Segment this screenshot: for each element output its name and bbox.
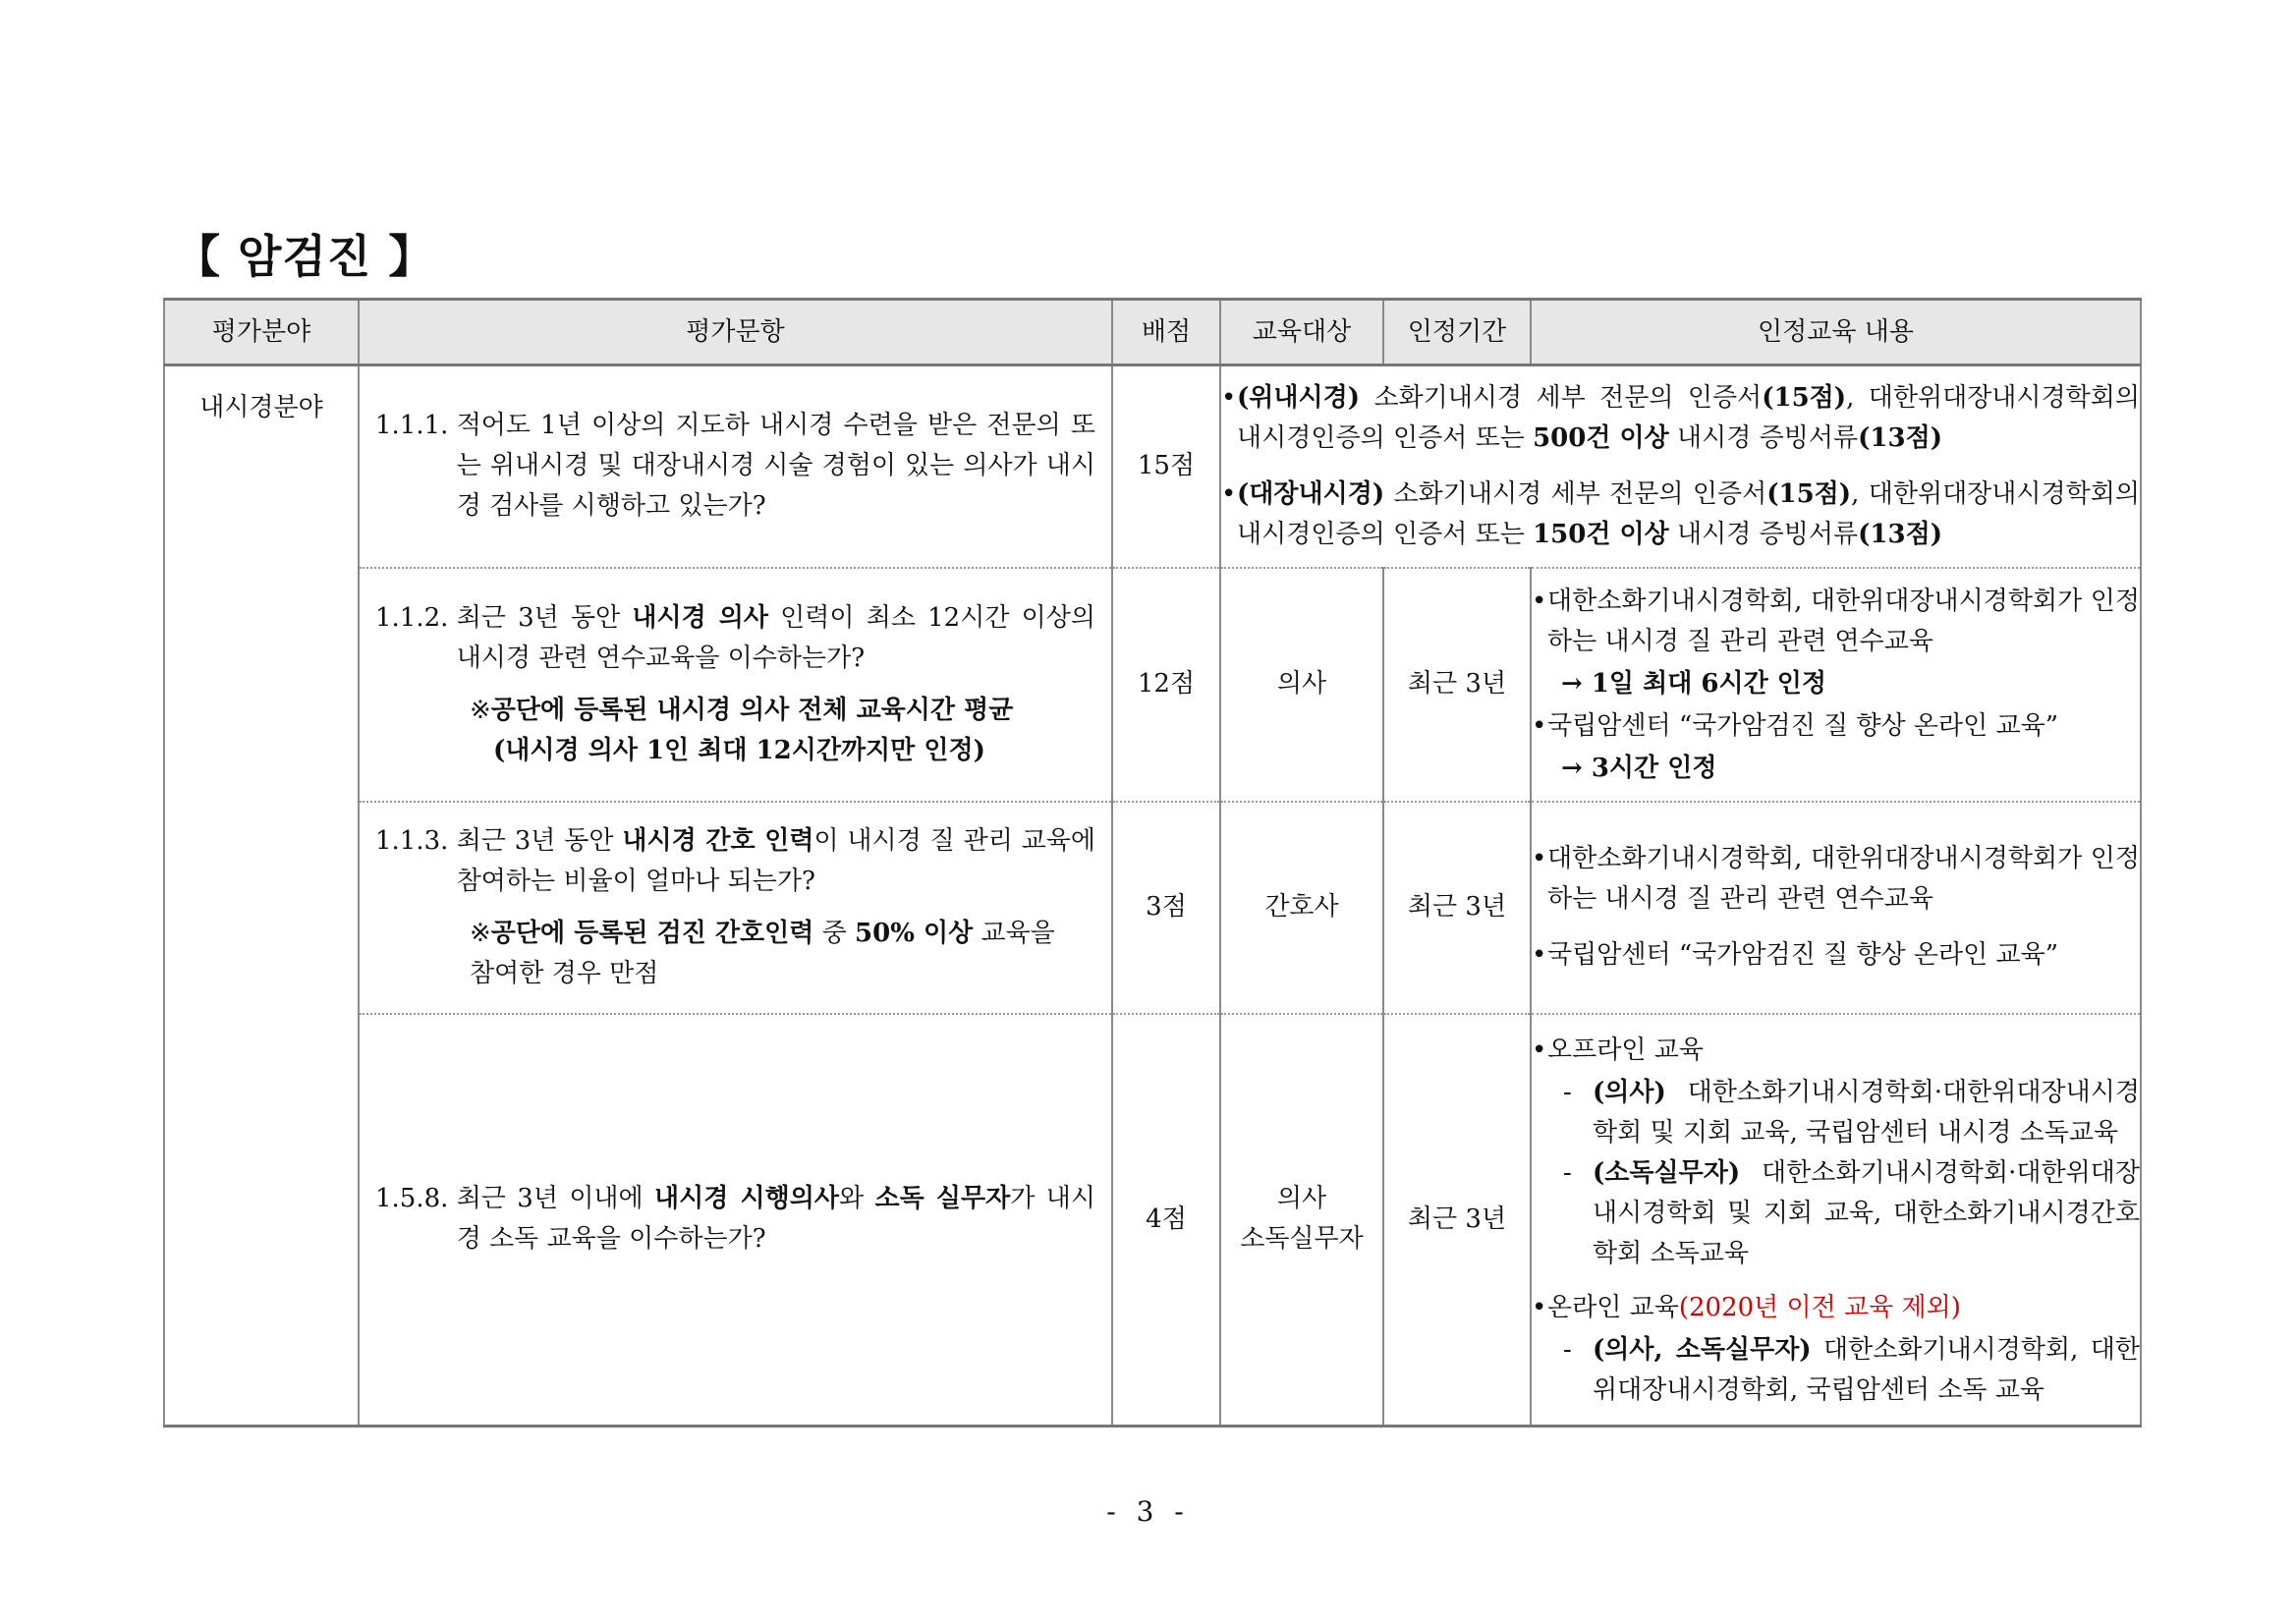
subitem-label: (소독실무자)	[1593, 1157, 1741, 1188]
note-text: 중	[813, 918, 856, 948]
content-item	[1532, 1031, 2140, 1071]
field-cell: 내시경분야	[164, 365, 359, 1427]
subitem-label: (의사, 소독실무자)	[1593, 1334, 1812, 1365]
table-row	[164, 802, 2141, 1014]
content-bold: (13점)	[1858, 519, 1943, 549]
question-bold: 내시경 시행의사	[654, 1184, 840, 1214]
question-bold: 내시경 간호 인력	[622, 825, 814, 856]
content-text: 국립암센터 “국가암검진 질 향상 온라인 교육”	[1547, 940, 2058, 970]
subitem-text: 대한소화기내시경학회·대한위대장내시경학회 및 지회 교육, 대한소화기내시경간호학회 소독교육	[1593, 1157, 2140, 1268]
question-text: 이 내시경 질 관리 교육에 참여하는 비율이 얼마나 되는가?	[456, 825, 1095, 896]
content-text: 내시경 증빙서류	[1668, 422, 1859, 453]
content-cell	[1531, 802, 2141, 1014]
content-text: 소화기내시경 세부 전문의 인증서	[1360, 382, 1763, 413]
content-subitem	[1532, 1330, 2140, 1411]
question-note	[375, 914, 1095, 994]
table-header-row	[164, 300, 2141, 365]
bullet-icon: •	[1532, 1035, 1547, 1065]
content-arrow: → 3시간 인정	[1561, 754, 1717, 783]
question-number: 1.1.1.	[375, 411, 457, 441]
note-text: (내시경 의사 1인 최대 12시간까지만 인정)	[493, 735, 985, 765]
target-cell: 간호사	[1220, 802, 1383, 1014]
question-cell	[359, 1014, 1112, 1427]
question-text: 최근 3년 동안	[456, 602, 633, 633]
question-text: 가 내시경 소독 교육을 이수하는가?	[456, 1184, 1095, 1255]
dash-icon: -	[1563, 1157, 1572, 1188]
content-item	[1532, 1288, 2140, 1328]
table-row	[164, 1014, 2141, 1427]
content-item	[1532, 839, 2140, 920]
header-period: 인정기간	[1383, 300, 1531, 365]
header-target: 교육대상	[1220, 300, 1383, 365]
question-number: 1.1.3.	[375, 825, 457, 856]
question-number: 1.1.2.	[375, 602, 457, 633]
question-text: 적어도 1년 이상의 지도하 내시경 수련을 받은 전문의 또는 위내시경 및 대장내시경 시술 경험이 있는 의사가 내시경 검사를 시행하고 있는가?	[456, 411, 1095, 522]
content-bold: (13점)	[1858, 422, 1943, 453]
target-cell: 의사	[1220, 568, 1383, 802]
content-label: (위내시경)	[1237, 382, 1361, 413]
note-bold: 50% 이상	[855, 918, 974, 948]
period-cell: 최근 3년	[1383, 568, 1531, 802]
bullet-icon: •	[1532, 711, 1547, 741]
note-text: 공단에 등록된 내시경 의사 전체 교육시간 평균	[490, 695, 1014, 725]
content-bold: 150건 이상	[1533, 519, 1669, 549]
content-item	[1532, 582, 2140, 662]
target-line: 의사	[1276, 1184, 1327, 1214]
dash-icon: -	[1563, 1334, 1572, 1365]
bullet-icon: •	[1532, 1292, 1547, 1322]
content-arrow: → 1일 최대 6시간 인정	[1561, 669, 1826, 699]
subitem-text: 대한소화기내시경학회·대한위대장내시경학회 및 지회 교육, 국립암센터 내시경 소독교육	[1593, 1077, 2140, 1148]
content-bold: 500건 이상	[1533, 422, 1669, 453]
content-subitem	[1532, 1153, 2140, 1274]
header-score: 배점	[1112, 300, 1220, 365]
question-text: 최근 3년 동안	[456, 825, 623, 856]
bullet-icon: •	[1532, 587, 1547, 616]
bullet-icon: •	[1532, 940, 1547, 970]
table-row	[164, 568, 2141, 802]
reference-mark-icon: ※	[470, 918, 491, 948]
dash-icon: -	[1563, 1077, 1572, 1107]
content-text: 내시경 증빙서류	[1668, 519, 1859, 549]
content-cell	[1531, 1014, 2141, 1427]
content-text: , 대한위대장내시경학회의 내시경인증의 인증서 또는	[1237, 382, 2141, 453]
content-text: , 대한위대장내시경학회의 내시경인증의 인증서 또는	[1237, 478, 2140, 549]
score-cell: 3점	[1112, 802, 1220, 1014]
bullet-icon: •	[1532, 844, 1547, 873]
score-cell: 4점	[1112, 1014, 1220, 1427]
question-text: 최근 3년 이내에	[456, 1184, 655, 1214]
question-bold: 소독 실무자	[874, 1184, 1011, 1214]
content-text: 오프라인 교육	[1547, 1035, 1704, 1065]
content-label: (대장내시경)	[1237, 478, 1385, 509]
table-row	[164, 365, 2141, 568]
evaluation-table	[163, 298, 2142, 1428]
reference-mark-icon: ※	[470, 695, 491, 725]
header-question: 평가문항	[359, 300, 1112, 365]
content-cell	[1531, 568, 2141, 802]
page-number: - 3 -	[1106, 1495, 1190, 1528]
content-bold: (15점)	[1766, 478, 1852, 509]
question-text: 와	[839, 1184, 875, 1214]
content-text: 대한소화기내시경학회, 대한위대장내시경학회가 인정하는 내시경 질 관리 관련 연수교육	[1547, 844, 2140, 914]
content-cell	[1220, 365, 2141, 568]
question-cell	[359, 568, 1112, 802]
target-cell	[1220, 1014, 1383, 1427]
note-bold: 공단에 등록된 검진 간호인력	[490, 918, 814, 948]
subitem-text: 대한소화기내시경학회, 대한위대장내시경학회, 국립암센터 소독 교육	[1593, 1334, 2140, 1405]
period-cell: 최근 3년	[1383, 1014, 1531, 1427]
content-text: 소화기내시경 세부 전문의 인증서	[1384, 478, 1767, 509]
content-item	[1532, 935, 2140, 976]
content-item	[1221, 378, 2140, 459]
content-text: 온라인 교육	[1547, 1292, 1679, 1322]
question-number: 1.5.8.	[375, 1184, 457, 1214]
bullet-icon: •	[1221, 478, 1237, 509]
period-cell: 최근 3년	[1383, 802, 1531, 1014]
content-text: 대한소화기내시경학회, 대한위대장내시경학회가 인정하는 내시경 질 관리 관련 연수교육	[1547, 587, 2140, 656]
note-text: 교육을 참여한 경우 만점	[470, 918, 1055, 988]
bullet-icon: •	[1221, 382, 1237, 413]
score-cell: 12점	[1112, 568, 1220, 802]
content-bold: (15점)	[1762, 382, 1847, 413]
target-line: 소독실무자	[1240, 1224, 1364, 1255]
content-item	[1532, 706, 2140, 747]
question-cell	[359, 365, 1112, 568]
question-note	[375, 691, 1095, 771]
section-title: 【 암검진 】	[175, 230, 435, 283]
score-cell: 15점	[1112, 365, 1220, 568]
header-content: 인정교육 내용	[1531, 300, 2141, 365]
content-subitem	[1532, 1073, 2140, 1153]
content-text: 국립암센터 “국가암검진 질 향상 온라인 교육”	[1547, 711, 2058, 741]
content-item	[1221, 475, 2140, 555]
header-field: 평가분야	[164, 300, 359, 365]
online-exclusion-note: (2020년 이전 교육 제외)	[1678, 1292, 1961, 1322]
question-bold: 내시경 의사	[632, 602, 768, 633]
question-cell	[359, 802, 1112, 1014]
subitem-label: (의사)	[1593, 1077, 1666, 1107]
question-text: 인력이 최소 12시간 이상의 내시경 관련 연수교육을 이수하는가?	[456, 602, 1095, 673]
